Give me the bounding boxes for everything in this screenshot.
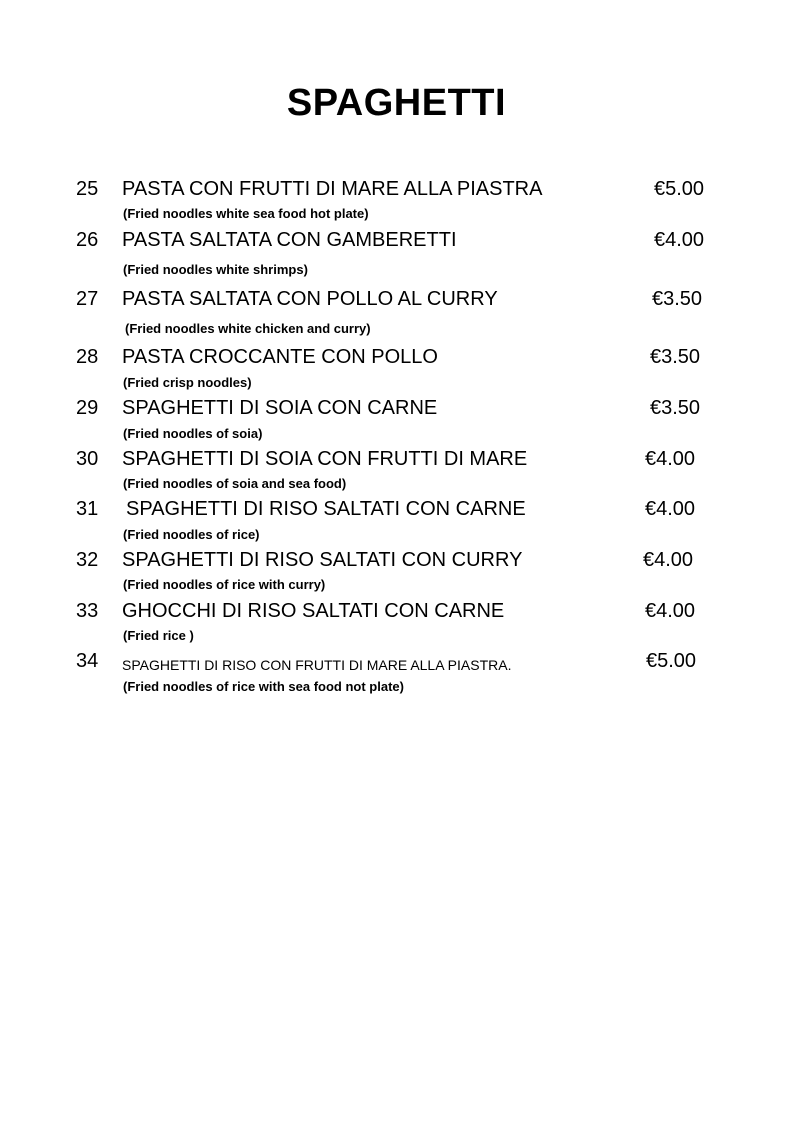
menu-item [0, 177, 793, 227]
menu-item [0, 345, 793, 395]
item-number: 32 [76, 549, 99, 571]
item-name: PASTA SALTATA CON GAMBERETTI [122, 229, 457, 251]
item-price: €4.00 [645, 448, 696, 470]
item-name: SPAGHETTI DI SOIA CON FRUTTI DI MARE [122, 448, 528, 470]
item-description: (Fried noodles white sea food hot plate) [123, 206, 369, 221]
item-price: €3.50 [650, 397, 701, 419]
item-price: €3.50 [650, 346, 701, 368]
menu-item [0, 497, 793, 547]
item-number: 33 [76, 600, 99, 622]
menu-item [0, 649, 793, 699]
item-name: PASTA CON FRUTTI DI MARE ALLA PIASTRA [122, 178, 543, 200]
item-description: (Fried noodles white shrimps) [123, 262, 308, 277]
item-description: (Fried noodles of rice) [123, 527, 260, 542]
item-description: (Fried crisp noodles) [123, 375, 252, 390]
item-price: €4.00 [645, 600, 696, 622]
item-price: €3.50 [652, 288, 703, 310]
item-price: €5.00 [646, 650, 697, 672]
item-number: 34 [76, 650, 99, 672]
item-name: SPAGHETTI DI RISO SALTATI CON CARNE [126, 498, 526, 520]
item-number: 27 [76, 288, 99, 310]
item-description: (Fried noodles of soia) [123, 426, 263, 441]
item-price: €5.00 [654, 178, 705, 200]
menu-item [0, 228, 793, 278]
item-price: €4.00 [643, 549, 694, 571]
menu-item [0, 396, 793, 446]
item-number: 29 [76, 397, 99, 419]
item-description: (Fried noodles of rice with sea food not plate) [123, 679, 404, 694]
item-number: 31 [76, 498, 99, 520]
menu-item [0, 447, 793, 497]
item-name: PASTA SALTATA CON POLLO AL CURRY [122, 288, 498, 310]
page-title: SPAGHETTI [286, 82, 507, 124]
item-description: (Fried rice ) [123, 628, 194, 643]
menu-item [0, 548, 793, 598]
item-name: PASTA CROCCANTE CON POLLO [122, 346, 438, 368]
item-name: GHOCCHI DI RISO SALTATI CON CARNE [122, 600, 505, 622]
item-price: €4.00 [645, 498, 696, 520]
item-name: SPAGHETTI DI RISO SALTATI CON CURRY [122, 549, 523, 571]
menu-item [0, 599, 793, 649]
item-name: SPAGHETTI DI SOIA CON CARNE [122, 397, 438, 419]
item-number: 30 [76, 448, 99, 470]
item-description: (Fried noodles of soia and sea food) [123, 476, 347, 491]
item-price: €4.00 [654, 229, 705, 251]
item-description: (Fried noodles of rice with curry) [123, 577, 326, 592]
menu-item [0, 287, 793, 337]
item-number: 25 [76, 178, 99, 200]
item-number: 26 [76, 229, 99, 251]
item-name: SPAGHETTI DI RISO CON FRUTTI DI MARE ALLA PIASTRA. [122, 657, 512, 673]
item-number: 28 [76, 346, 99, 368]
item-description: (Fried noodles white chicken and curry) [125, 321, 371, 336]
